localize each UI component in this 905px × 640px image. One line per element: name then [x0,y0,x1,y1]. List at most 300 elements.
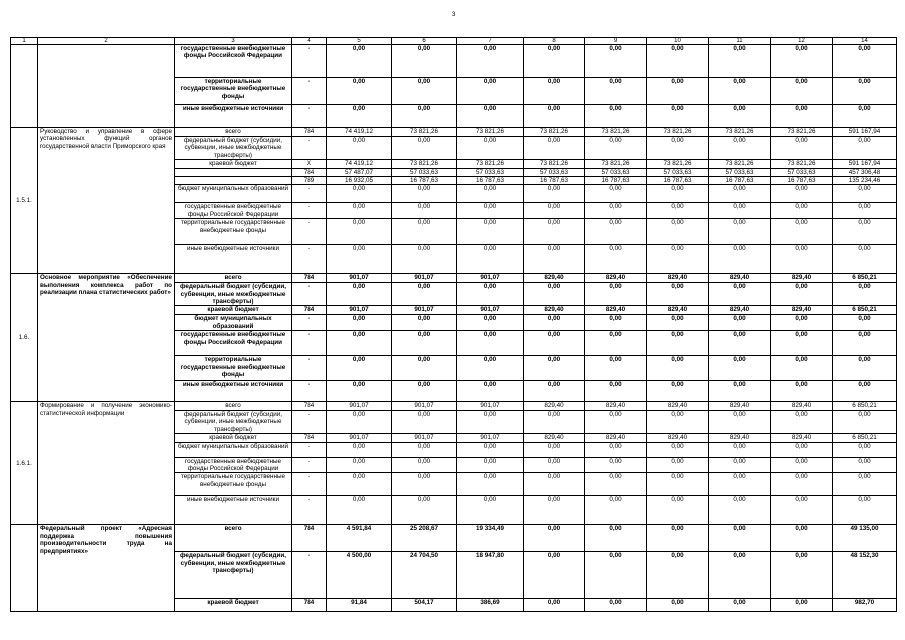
budget-code: - [292,185,327,203]
amount-cell: 0,00 [392,185,457,203]
budget-code: - [292,473,327,496]
amount-cell: 73 821,26 [709,128,771,137]
table-row [11,274,897,283]
amount-cell: 0,00 [709,473,771,496]
amount-cell: 0,00 [709,331,771,356]
funding-source: краевой бюджет [175,434,292,442]
budget-code: 784 [292,306,327,315]
amount-cell: 0,00 [327,410,392,433]
amount-cell: 0,00 [524,552,585,599]
amount-cell: 0,00 [771,137,833,160]
column-number-header: 7 [457,38,524,45]
funding-source: территориальные государственные внебюджетные фонды [175,78,292,105]
item-number [11,525,38,612]
amount-cell: 0,00 [392,283,457,306]
amount-cell: 0,00 [524,185,585,203]
amount-cell: 0,00 [709,245,771,274]
amount-cell: 0,00 [771,473,833,496]
amount-cell: 73 821,26 [585,128,647,137]
amount-cell: 0,00 [833,410,897,433]
amount-cell: 0,00 [524,356,585,381]
budget-code: - [292,356,327,381]
amount-cell: 0,00 [392,381,457,402]
budget-code: - [292,442,327,457]
amount-cell: 57 033,63 [709,168,771,176]
amount-cell: 0,00 [392,315,457,331]
amount-cell: 48 152,30 [833,552,897,599]
amount-cell: 0,00 [392,245,457,274]
amount-cell: 829,40 [709,402,771,410]
amount-cell: 0,00 [327,283,392,306]
amount-cell: 0,00 [457,331,524,356]
amount-cell: 829,40 [524,434,585,442]
budget-code: 784 [292,274,327,283]
amount-cell: 0,00 [457,245,524,274]
column-number-header: 3 [175,38,292,45]
amount-cell: 0,00 [833,331,897,356]
amount-cell: 0,00 [392,105,457,128]
amount-cell: 0,00 [327,245,392,274]
amount-cell: 829,40 [585,274,647,283]
amount-cell: 0,00 [709,552,771,599]
amount-cell: 16 787,63 [524,177,585,185]
column-number-header: 10 [647,38,709,45]
amount-cell: 0,00 [647,203,709,219]
amount-cell: 0,00 [771,599,833,612]
amount-cell: 16 787,63 [585,177,647,185]
amount-cell: 0,00 [647,245,709,274]
amount-cell: 0,00 [771,552,833,599]
amount-cell: 49 135,00 [833,525,897,552]
amount-cell: 73 821,26 [457,160,524,168]
funding-source: иные внебюджетные источники [175,496,292,525]
amount-cell: 0,00 [524,381,585,402]
amount-cell: 0,00 [585,105,647,128]
amount-cell: 0,00 [457,496,524,525]
amount-cell: 4 591,84 [327,525,392,552]
amount-cell: 0,00 [524,283,585,306]
amount-cell: 901,07 [327,274,392,283]
amount-cell: 0,00 [771,203,833,219]
amount-cell: 0,00 [647,219,709,245]
amount-cell: 0,00 [457,410,524,433]
amount-cell: 16 787,63 [771,177,833,185]
amount-cell: 0,00 [771,356,833,381]
amount-cell: 73 821,26 [392,160,457,168]
amount-cell: 0,00 [647,496,709,525]
amount-cell: 0,00 [709,442,771,457]
amount-cell: 0,00 [771,219,833,245]
amount-cell: 0,00 [833,185,897,203]
amount-cell: 0,00 [392,219,457,245]
amount-cell: 18 947,80 [457,552,524,599]
amount-cell: 0,00 [833,78,897,105]
funding-source: государственные внебюджетные фонды Российской Федерации [175,45,292,78]
amount-cell: 0,00 [457,442,524,457]
amount-cell: 0,00 [647,356,709,381]
amount-cell: 0,00 [392,473,457,496]
amount-cell: 0,00 [524,203,585,219]
amount-cell: 0,00 [585,410,647,433]
amount-cell: 57 033,63 [457,168,524,176]
budget-code: 784 [292,434,327,442]
amount-cell: 91,84 [327,599,392,612]
amount-cell: 0,00 [524,410,585,433]
amount-cell: 0,00 [771,442,833,457]
amount-cell: 901,07 [457,402,524,410]
amount-cell: 829,40 [647,274,709,283]
amount-cell: 0,00 [585,496,647,525]
funding-source: всего [175,525,292,552]
funding-source: иные внебюджетные источники [175,105,292,128]
item-number: 1.5.1. [11,128,38,274]
funding-source: краевой бюджет [175,306,292,315]
funding-source: территориальные государственные внебюджетные фонды [175,356,292,381]
funding-source: бюджет муниципальных образований [175,442,292,457]
amount-cell: 0,00 [392,45,457,78]
budget-code: 784 [292,599,327,612]
amount-cell: 829,40 [524,274,585,283]
funding-source: государственные внебюджетные фонды Российской Федерации [175,203,292,219]
amount-cell: 0,00 [585,356,647,381]
funding-source [175,168,292,176]
amount-cell: 0,00 [585,525,647,552]
amount-cell: 0,00 [524,457,585,473]
amount-cell: 0,00 [457,356,524,381]
funding-source: всего [175,274,292,283]
funding-source: краевой бюджет [175,160,292,168]
funding-source: федеральный бюджет (субсидии, субвенции, иные межбюджетные трансферты) [175,552,292,599]
amount-cell: 0,00 [647,185,709,203]
funding-source: территориальные государственные внебюджетные фонды [175,473,292,496]
amount-cell: 0,00 [585,315,647,331]
amount-cell: 0,00 [585,45,647,78]
table-row [11,45,897,78]
amount-cell: 73 821,26 [585,160,647,168]
amount-cell: 0,00 [327,105,392,128]
amount-cell: 982,70 [833,599,897,612]
amount-cell: 0,00 [771,245,833,274]
item-name: Руководство и управление в сфере установленных функций органов государственной власти Приморского края [38,128,175,274]
amount-cell: 0,00 [327,219,392,245]
amount-cell: 57 033,63 [524,168,585,176]
column-number-header: 2 [38,38,175,45]
amount-cell: 16 787,63 [457,177,524,185]
amount-cell: 0,00 [457,381,524,402]
amount-cell: 0,00 [524,331,585,356]
amount-cell: 0,00 [647,315,709,331]
table-row [11,128,897,137]
amount-cell: 0,00 [524,105,585,128]
amount-cell: 0,00 [457,203,524,219]
amount-cell: 0,00 [392,496,457,525]
amount-cell: 901,07 [327,434,392,442]
amount-cell: 0,00 [585,78,647,105]
amount-cell: 57 033,63 [585,168,647,176]
table-body [11,38,897,612]
amount-cell: 0,00 [771,496,833,525]
amount-cell: 0,00 [457,283,524,306]
amount-cell: 829,40 [709,274,771,283]
budget-code: - [292,331,327,356]
item-name: Основное мероприятие «Обеспечение выполнения комплекса работ по реализации плана статистических работ» [38,274,175,402]
amount-cell: 0,00 [647,105,709,128]
amount-cell: 0,00 [585,473,647,496]
budget-code: - [292,410,327,433]
amount-cell: 0,00 [327,331,392,356]
funding-source: государственные внебюджетные фонды Российской Федерации [175,457,292,473]
budget-code: 784 [292,128,327,137]
amount-cell: 0,00 [771,283,833,306]
amount-cell: 73 821,26 [771,128,833,137]
amount-cell: 0,00 [833,315,897,331]
budget-code: - [292,45,327,78]
item-name: Федеральный проект «Адресная поддержка повышения производительности труда на предприятиях» [38,525,175,612]
amount-cell: 591 167,94 [833,128,897,137]
amount-cell: 0,00 [524,245,585,274]
amount-cell: 0,00 [647,457,709,473]
amount-cell: 0,00 [585,552,647,599]
amount-cell: 16 787,63 [709,177,771,185]
amount-cell: 0,00 [709,78,771,105]
budget-code: - [292,245,327,274]
amount-cell: 6 850,21 [833,434,897,442]
amount-cell: 0,00 [709,356,771,381]
funding-source: бюджет муниципальных образований [175,185,292,203]
amount-cell: 0,00 [327,203,392,219]
amount-cell: 0,00 [709,410,771,433]
amount-cell: 0,00 [585,381,647,402]
amount-cell: 829,40 [585,434,647,442]
column-number-header: 6 [392,38,457,45]
amount-cell: 0,00 [457,219,524,245]
amount-cell: 73 821,26 [392,128,457,137]
amount-cell: 0,00 [392,356,457,381]
amount-cell: 135 234,46 [833,177,897,185]
amount-cell: 0,00 [524,137,585,160]
amount-cell: 73 821,26 [524,128,585,137]
amount-cell: 0,00 [524,78,585,105]
item-name: Формирование и получение экономико-статистической информации [38,402,175,525]
funding-source: территориальные государственные внебюджетные фонды [175,219,292,245]
amount-cell: 0,00 [327,356,392,381]
amount-cell: 0,00 [709,381,771,402]
item-number [11,45,38,128]
funding-source: иные внебюджетные источники [175,381,292,402]
amount-cell: 73 821,26 [524,160,585,168]
amount-cell: 0,00 [709,315,771,331]
amount-cell: 829,40 [771,274,833,283]
amount-cell: 0,00 [327,185,392,203]
amount-cell: 16 787,63 [647,177,709,185]
funding-source: иные внебюджетные источники [175,245,292,274]
amount-cell: 57 487,07 [327,168,392,176]
amount-cell: 0,00 [771,457,833,473]
amount-cell: 901,07 [457,306,524,315]
amount-cell: 901,07 [392,402,457,410]
amount-cell: 0,00 [771,105,833,128]
amount-cell: 0,00 [585,283,647,306]
amount-cell: 0,00 [392,137,457,160]
amount-cell: 0,00 [833,356,897,381]
amount-cell: 0,00 [524,473,585,496]
amount-cell: 591 167,94 [833,160,897,168]
amount-cell: 901,07 [327,306,392,315]
amount-cell: 74 419,12 [327,160,392,168]
amount-cell: 0,00 [771,381,833,402]
amount-cell: 6 850,21 [833,274,897,283]
amount-cell: 0,00 [327,473,392,496]
amount-cell: 0,00 [771,315,833,331]
amount-cell: 0,00 [647,331,709,356]
amount-cell: 73 821,26 [647,160,709,168]
budget-code: - [292,78,327,105]
amount-cell: 0,00 [457,473,524,496]
budget-code: - [292,219,327,245]
amount-cell: 0,00 [709,219,771,245]
amount-cell: 0,00 [833,473,897,496]
column-number-header: 11 [709,38,771,45]
funding-source: краевой бюджет [175,599,292,612]
amount-cell: 829,40 [647,434,709,442]
column-number-header: 8 [524,38,585,45]
amount-cell: 829,40 [524,402,585,410]
amount-cell: 0,00 [709,105,771,128]
funding-source [175,177,292,185]
budget-code: 784 [292,525,327,552]
amount-cell: 0,00 [392,410,457,433]
funding-source: федеральный бюджет (субсидии, субвенции, иные межбюджетные трансферты) [175,283,292,306]
amount-cell: 0,00 [585,245,647,274]
amount-cell: 0,00 [833,442,897,457]
amount-cell: 0,00 [771,525,833,552]
budget-code: - [292,203,327,219]
amount-cell: 0,00 [392,78,457,105]
amount-cell: 829,40 [771,434,833,442]
budget-code: - [292,496,327,525]
amount-cell: 0,00 [771,331,833,356]
amount-cell: 4 500,00 [327,552,392,599]
amount-cell: 57 033,63 [392,168,457,176]
amount-cell: 24 704,50 [392,552,457,599]
amount-cell: 0,00 [457,137,524,160]
budget-code: 784 [292,402,327,410]
budget-code: - [292,457,327,473]
amount-cell: 0,00 [647,78,709,105]
amount-cell: 829,40 [709,306,771,315]
amount-cell: 0,00 [771,78,833,105]
amount-cell: 0,00 [647,45,709,78]
amount-cell: 6 850,21 [833,306,897,315]
amount-cell: 0,00 [833,203,897,219]
amount-cell: 0,00 [771,410,833,433]
amount-cell: 829,40 [647,306,709,315]
funding-source: федеральный бюджет (субсидии, субвенции, иные межбюджетные трансферты) [175,410,292,433]
amount-cell: 0,00 [647,283,709,306]
amount-cell: 0,00 [524,219,585,245]
amount-cell: 0,00 [457,315,524,331]
column-number-header: 9 [585,38,647,45]
amount-cell: 0,00 [833,381,897,402]
amount-cell: 901,07 [457,274,524,283]
amount-cell: 829,40 [524,306,585,315]
amount-cell: 0,00 [833,283,897,306]
item-number: 1.6.1. [11,402,38,525]
column-number-header: 5 [327,38,392,45]
amount-cell: 0,00 [709,525,771,552]
amount-cell: 0,00 [392,442,457,457]
funding-source: бюджет муниципальных образований [175,315,292,331]
budget-code: - [292,315,327,331]
amount-cell: 0,00 [327,381,392,402]
amount-cell: 0,00 [709,137,771,160]
column-number-header: 14 [833,38,897,45]
amount-cell: 0,00 [709,457,771,473]
amount-cell: 0,00 [585,137,647,160]
amount-cell: 73 821,26 [771,160,833,168]
amount-cell: 0,00 [709,283,771,306]
amount-cell: 0,00 [327,137,392,160]
amount-cell: 901,07 [392,434,457,442]
amount-cell: 0,00 [457,185,524,203]
budget-code: 789 [292,177,327,185]
amount-cell: 0,00 [327,457,392,473]
amount-cell: 0,00 [327,78,392,105]
amount-cell: 0,00 [327,442,392,457]
amount-cell: 0,00 [709,45,771,78]
amount-cell: 0,00 [392,457,457,473]
amount-cell: 901,07 [392,274,457,283]
budget-table [10,37,897,612]
table-row [11,402,897,410]
funding-source: всего [175,128,292,137]
amount-cell: 0,00 [647,473,709,496]
amount-cell: 829,40 [585,402,647,410]
amount-cell: 829,40 [709,434,771,442]
budget-code: - [292,283,327,306]
amount-cell: 901,07 [457,434,524,442]
amount-cell: 57 033,63 [771,168,833,176]
amount-cell: 0,00 [392,203,457,219]
page-number: 3 [452,12,456,18]
item-number: 1.6. [11,274,38,402]
amount-cell: 0,00 [771,45,833,78]
amount-cell: 0,00 [524,599,585,612]
amount-cell: 0,00 [585,599,647,612]
amount-cell: 0,00 [709,203,771,219]
budget-code: - [292,137,327,160]
amount-cell: 0,00 [833,457,897,473]
amount-cell: 0,00 [585,203,647,219]
amount-cell: 0,00 [709,185,771,203]
budget-code: - [292,552,327,599]
amount-cell: 0,00 [647,525,709,552]
amount-cell: 0,00 [585,185,647,203]
amount-cell: 0,00 [457,78,524,105]
funding-source: государственные внебюджетные фонды Российской Федерации [175,331,292,356]
amount-cell: 457 306,48 [833,168,897,176]
budget-code: - [292,105,327,128]
table-row [11,525,897,552]
amount-cell: 0,00 [457,45,524,78]
amount-cell: 0,00 [524,442,585,457]
amount-cell: 0,00 [647,410,709,433]
amount-cell: 0,00 [647,442,709,457]
amount-cell: 901,07 [392,306,457,315]
amount-cell: 73 821,26 [457,128,524,137]
amount-cell: 504,17 [392,599,457,612]
amount-cell: 0,00 [771,185,833,203]
